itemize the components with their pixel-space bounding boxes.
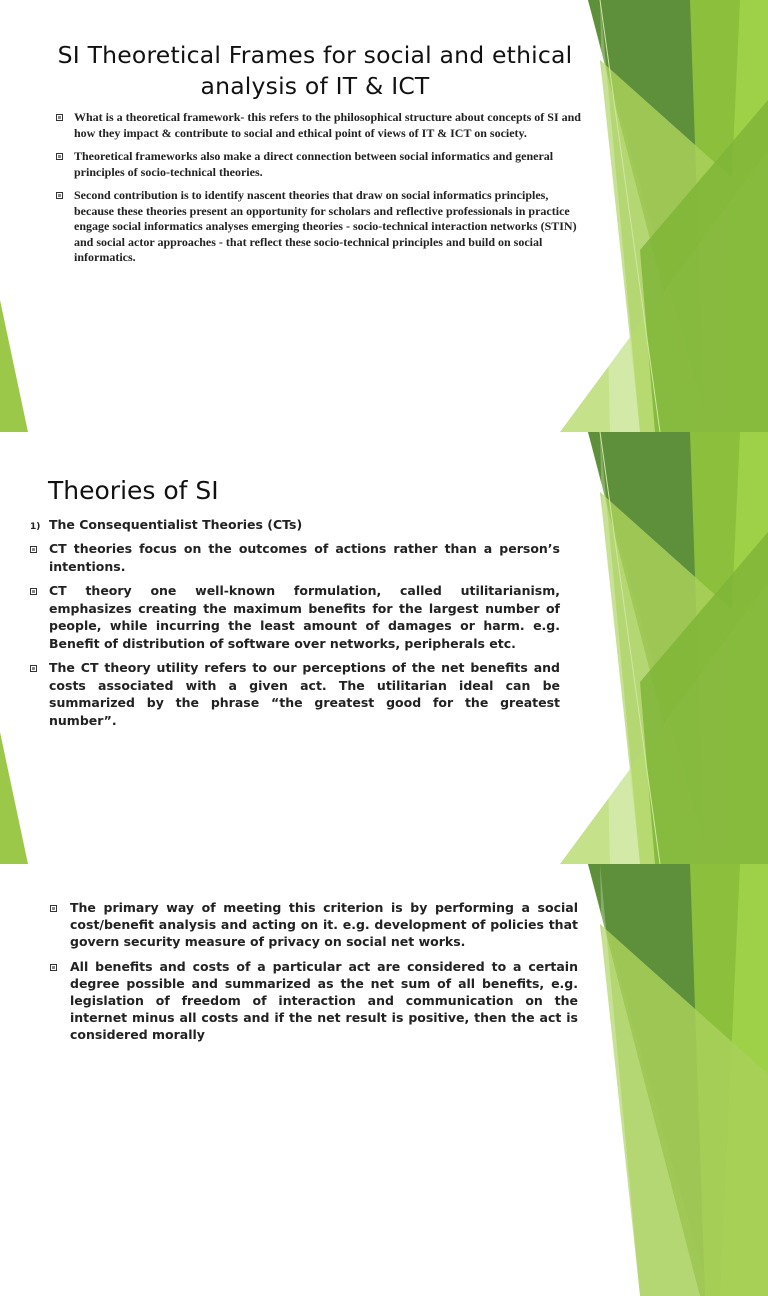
bullet-text: What is a theoretical framework- this refers to the philosophical structure about concepts of SI and how they impact & contribute to social and ethical point of views of IT & ICT on society. [74, 110, 581, 140]
list-item [30, 582, 560, 652]
slide-3 [0, 864, 768, 1042]
slide-1-title: SI Theoretical Frames for social and ethical analysis of IT & ICT [57, 41, 573, 100]
square-bullet-icon [30, 546, 37, 553]
square-bullet-icon [56, 192, 63, 199]
square-bullet-icon [30, 665, 37, 672]
slide-2-bullet-list [30, 540, 560, 736]
list-item [48, 958, 578, 1043]
bullet-text: The CT theory utility refers to our perceptions of the net benefits and costs associated with a given act. The utilitarian ideal can be summarized by the phrase “the greatest good for the greatest number”. [49, 660, 560, 728]
bullet-text: Theoretical frameworks also make a direct connection between social informatics and general principles of socio-technical theories. [74, 149, 554, 179]
square-bullet-icon [50, 905, 57, 912]
square-bullet-icon [56, 153, 63, 160]
list-item [52, 110, 582, 141]
slide-2-title: Theories of SI [48, 476, 219, 505]
square-bullet-icon [50, 964, 57, 971]
list-item [30, 659, 560, 729]
bullet-text: Second contribution is to identify nascent theories that draw on social informatics principles, because these theories present an opportunity for scholars and reflective professionals in practice engage social informatics analyses emerging theories - socio-technical interaction networks (STIN) and social actor approaches - that reflect these socio-technical principles and build on social informatics. [74, 188, 577, 264]
list-item [52, 188, 582, 266]
item-text: The Consequentialist Theories (CTs) [49, 517, 303, 532]
bullet-text: CT theory one well-known formulation, called utilitarianism, emphasizes creating the maximum benefits for the largest number of people, while incurring the least amount of damages or harm. e.g. Benefit of distribution of software over networks, peripherals etc. [49, 583, 560, 651]
list-item [30, 540, 560, 575]
bullet-text: CT theories focus on the outcomes of actions rather than a person’s intentions. [49, 541, 560, 574]
slide-1 [0, 0, 768, 432]
bullet-text: The primary way of meeting this criterion is by performing a social cost/benefit analysis and acting on it. e.g. development of policies that govern security measure of privacy on social net works. [70, 900, 578, 949]
slide-3-bullet-list [48, 899, 578, 1051]
item-number: 1) [30, 522, 41, 532]
square-bullet-icon [56, 114, 63, 121]
list-item [52, 149, 582, 180]
square-bullet-icon [30, 588, 37, 595]
list-item [48, 899, 578, 950]
numbered-item [30, 517, 570, 532]
bullet-text: All benefits and costs of a particular act are considered to a certain degree possible and summarized as the net sum of all benefits, e.g. legislation of freedom of interaction and communication on the internet minus all costs and if the net result is positive, then the act is considered morally [70, 959, 578, 1042]
slide-1-bullet-list [52, 110, 582, 274]
slide-2 [0, 432, 768, 864]
